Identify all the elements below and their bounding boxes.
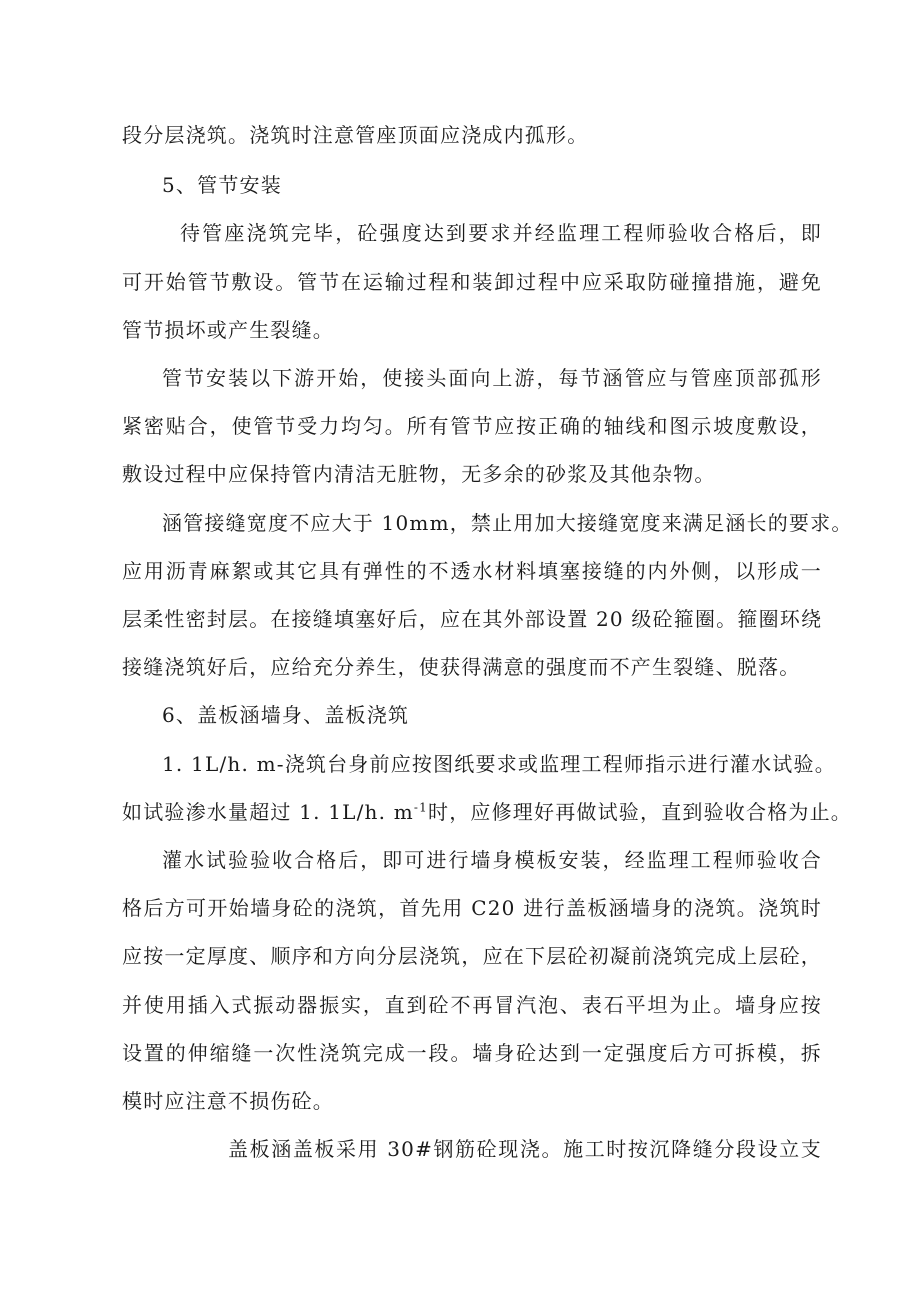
- superscript-exponent: -1: [413, 800, 428, 815]
- text-line: 格后方可开始墙身砼的浇筑，首先用 C20 进行盖板涵墙身的浇筑。浇筑时: [122, 896, 822, 920]
- text-line: 应用沥青麻絮或其它具有弹性的不透水材料填塞接缝的内外侧，以形成一: [122, 559, 822, 583]
- text-line: 紧密贴合，使管节受力均匀。所有管节应按正确的轴线和图示坡度敷设，: [122, 414, 822, 438]
- text-line: 待管座浇筑完毕，砼强度达到要求并经监理工程师验收合格后，即: [180, 221, 822, 245]
- text-line: 接缝浇筑好后，应给充分养生，使获得满意的强度而不产生裂缝、脱落。: [122, 655, 801, 679]
- text-line: 模时应注意不损伤砼。: [122, 1089, 334, 1113]
- text-line: [122, 798, 852, 826]
- text-line: 灌水试验验收合格后，即可进行墙身模板安装，经监理工程师验收合: [162, 848, 822, 872]
- section-heading-5: 5、管节安装: [162, 173, 282, 197]
- text-line: 段分层浇筑。浇筑时注意管座顶面应浇成内孤形。: [122, 123, 589, 147]
- text-line: 管节损坏或产生裂缝。: [122, 318, 334, 342]
- text-line: 管节安装以下游开始，使接头面向上游，每节涵管应与管座顶部孤形: [162, 366, 822, 390]
- text-line: 设置的伸缩缝一次性浇筑完成一段。墙身砼达到一定强度后方可拆模，拆: [122, 1041, 822, 1065]
- section-heading-6: 6、盖板涵墙身、盖板浇筑: [162, 703, 410, 727]
- text-line: 1. 1L/h. m-浇筑台身前应按图纸要求或监理工程师指示进行灌水试验。: [162, 752, 836, 776]
- text-line: 可开始管节敷设。管节在运输过程和装卸过程中应采取防碰撞措施，避免: [122, 270, 822, 294]
- text-line: 层柔性密封层。在接缝填塞好后，应在其外部设置 20 级砼箍圈。箍圈环绕: [122, 607, 823, 631]
- text-line: 并使用插入式振动器振实，直到砼不再冒汽泡、表石平坦为止。墙身应按: [122, 993, 822, 1017]
- text-fragment: 时，应修理好再做试验，直到验收合格为止。: [428, 800, 852, 824]
- text-line: 敷设过程中应保持管内清洁无脏物，无多余的砂浆及其他杂物。: [122, 462, 716, 486]
- text-line: 盖板涵盖板采用 30#钢筋砼现浇。施工时按沉降缝分段设立支: [228, 1137, 822, 1161]
- text-fragment: 如试验渗水量超过 1. 1L/h. m: [122, 800, 414, 824]
- text-line: 应按一定厚度、顺序和方向分层浇筑，应在下层砼初凝前浇筑完成上层砼，: [122, 944, 822, 968]
- text-line: 涵管接缝宽度不应大于 10mm，禁止用加大接缝宽度来满足涵长的要求。: [162, 511, 853, 535]
